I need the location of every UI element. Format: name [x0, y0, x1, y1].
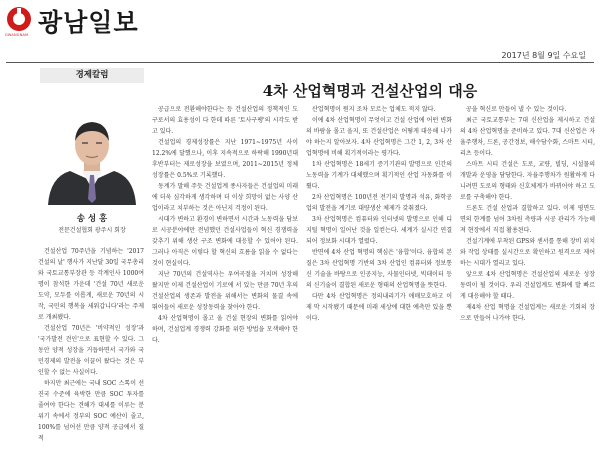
- paragraph: 3차 산업혁명은 컴퓨터와 인터넷의 발명으로 인해 디지털 혁명이 일어난 것을 일컫는다. 세계가 실시간 연결되어 정보화 시대가 열렸다.: [306, 216, 452, 245]
- paragraph: 시대가 변하고 환경이 변하면서 시간과 노동력을 담보로 시공분야에만 전념했던 건설사업들이 혁신 경쟁력을 갖추기 위해 생산 구조 변화에 대응할 수 있어야 된다. 그러나 아직은 이렇다 할 혁신의 흐름을 읽을 수 없다는 것이 현실이다.: [152, 216, 298, 267]
- paragraph: 반면에 4차 산업 혁명의 핵심은 '융합'이다. 융합의 본질은 3차 산업혁명 기반의 3차 산업인 컴퓨터와 정보통신 기술을 바탕으로 인공지능, 사물인터넷, 빅데이터 등의 신기술이 결합된 새로운 형태의 산업혁명을 뜻한다.: [306, 249, 452, 289]
- logo-caption: GWANGNAM: [5, 33, 29, 37]
- article-headline: 4차 산업혁명과 건설산업의 대응: [262, 82, 478, 100]
- article-column-3: [306, 104, 452, 449]
- article-column-1: [38, 246, 144, 446]
- header-divider: [6, 62, 594, 63]
- paragraph: 드론도 건설 산업과 결합하고 있다. 이제 평면도면의 한계를 넘어 3차원 측량과 시공 관리가 가능해져 현장에서 직접 활용된다.: [460, 205, 595, 234]
- publication-date: 2017년 8월 9일 수요일: [501, 51, 586, 60]
- paragraph: 건설업의 경제성장률은 지난 1971~1975년 사이 12.2%에 달했으나, 이후 지속적으로 하락해 1990년대 후반부터는 제로성장을 보였으며, 2011~2015년 정체 성장률은 0.5%로 기록했다.: [152, 139, 298, 179]
- paragraph: 산업혁명이 뭔지 조차 모르는 업체도 적지 않다.: [312, 106, 436, 113]
- paragraph: 2차 산업혁명은 100년전 전기의 발명과 석유, 화학공업의 발전을 계기로 대량생산 체제가 갖춰졌다.: [306, 194, 452, 212]
- paragraph: 지난 70년의 건설역사는 우여곡절을 거치며 성장해 왔지만 이제 건설산업이 기로에 서 있는 만큼 70년 후의 건설산업의 생존과 발전을 위해서는 변화의 물결 속에 뛰어들어 새로운 성장동력을 찾아야 한다.: [152, 271, 298, 311]
- section-label: 경제칼럼: [40, 68, 144, 83]
- paragraph: 하지만 최근에는 국내 SOC 스톡이 선진국 수준에 육박한 만큼 SOC 투자를 줄여야 한다는 견해가 대세를 이루는 분위기 속에서 정부의 SOC 예산이 줄고, 100%를 넘어선 만큼 양적 공급에서 질적: [38, 380, 144, 442]
- paragraph: 최근 국토교통부는 7대 신산업을 제시하고 건설의 4차 산업혁명을 준비하고 있다. 7대 신산업은 자율주행차, 드론, 공간정보, 해수담수화, 스마트 시티, 리츠 등이다.: [460, 117, 595, 157]
- article-column-2: [152, 104, 298, 449]
- masthead: [0, 0, 600, 38]
- paragraph: 공급으로 전환해야한다는 등 건설산업의 정책적인 도구로서의 효용성이 다 한데 따른 '토사구팽'의 시각도 받고 있다.: [152, 106, 298, 135]
- newspaper-logo-icon: [6, 6, 32, 32]
- paragraph: 제4차 산업 혁명을 건설업계는 새로운 기회의 장으로 만들어 나가야 한다.: [460, 304, 595, 322]
- paragraph: 건설산업 70년은 '비약적인 성장'과 '국가발전 견인'으로 표현할 수 있다. 그동안 양적 성장을 거듭하면서 국가와 국민경제의 발전을 이끌어 왔다는 것은 부인할 수 없는 사실이다.: [38, 325, 144, 376]
- paragraph: 이에 4차 산업혁명이 무엇이고 건설 산업에 어떤 변화의 바람을 몰고 올지, 또 건설산업은 어떻게 대응해 나가야 하는지 알아보자. 4차 산업혁명은 그간 1, 2, 3차 산업혁명에 비해 획기적이라는 평가다.: [306, 117, 452, 157]
- paragraph: 앞으로 4차 산업혁명은 건설산업의 새로운 성장 동력이 될 것이다. 우리 건설업계도 변화에 발 빠르게 대응해야 할 때다.: [460, 271, 595, 300]
- article-column-4: [460, 104, 595, 449]
- paragraph: 스마트 시티 건설은 도로, 교량, 빌딩, 시설물의 개발과 운영을 담당한다. 자율주행차가 원활하게 다니려면 도로의 형태와 신호체계가 바뀌어야 하고 도로를 구축해야 한다.: [460, 161, 595, 201]
- author-photo: [40, 107, 144, 205]
- paragraph: 4차 산업혁명이 몰고 올 건설 현장의 변화를 읽어야 하며, 건설업계 경쟁력 강화를 위한 방법을 모색해야 한다.: [152, 315, 298, 344]
- author-name: 송 성 홍: [76, 214, 108, 224]
- paragraph: 건설기계에 부착된 GPS와 센서를 통해 장비 위치와 작업 상태를 실시간으로 확인하고 원격으로 제어하는 시대가 열리고 있다.: [460, 238, 595, 267]
- newspaper-name: 광남일보: [38, 8, 139, 37]
- paragraph: 1차 산업혁명은 18세기 증기기관의 발명으로 인간의 노동력을 기계가 대체했으며 획기적인 산업 자동화를 이뤘다.: [306, 161, 452, 190]
- paragraph: 동계가 말해 주듯 건설업계 종사자들은 건설업의 미래에 더욱 심각하게 생각하며 더 이상 희망이 없는 사양 산업이라고 치부하는 것은 아닌지 걱정이 된다.: [152, 183, 298, 212]
- paragraph: 건설산업 70주년을 기념하는 '2017 건설의 날' 행사가 지난달 30일 국무총리와 국토교통부장관 등 각계인사 1000여명이 참석한 가운데 '건설 70년 새로운 도약, 모두를 이롭게, 새로운 70년의 시작, 국민의 행복을 세워갑니다'라는 주제로 개최됐다.: [38, 248, 144, 321]
- author-title: 전문건설협회 광주시 회장: [58, 227, 126, 234]
- author-portrait-icon: [40, 107, 144, 205]
- paragraph: 다만 4차 산업혁명은 정의내리기가 애매모호하고 이제 막 시작됐기 때문에 미래 세상에 대한 예측만 있을 뿐이다.: [306, 293, 452, 322]
- paragraph: 공을 혁신로 만들어 낼 수 있는 것이다.: [466, 106, 567, 113]
